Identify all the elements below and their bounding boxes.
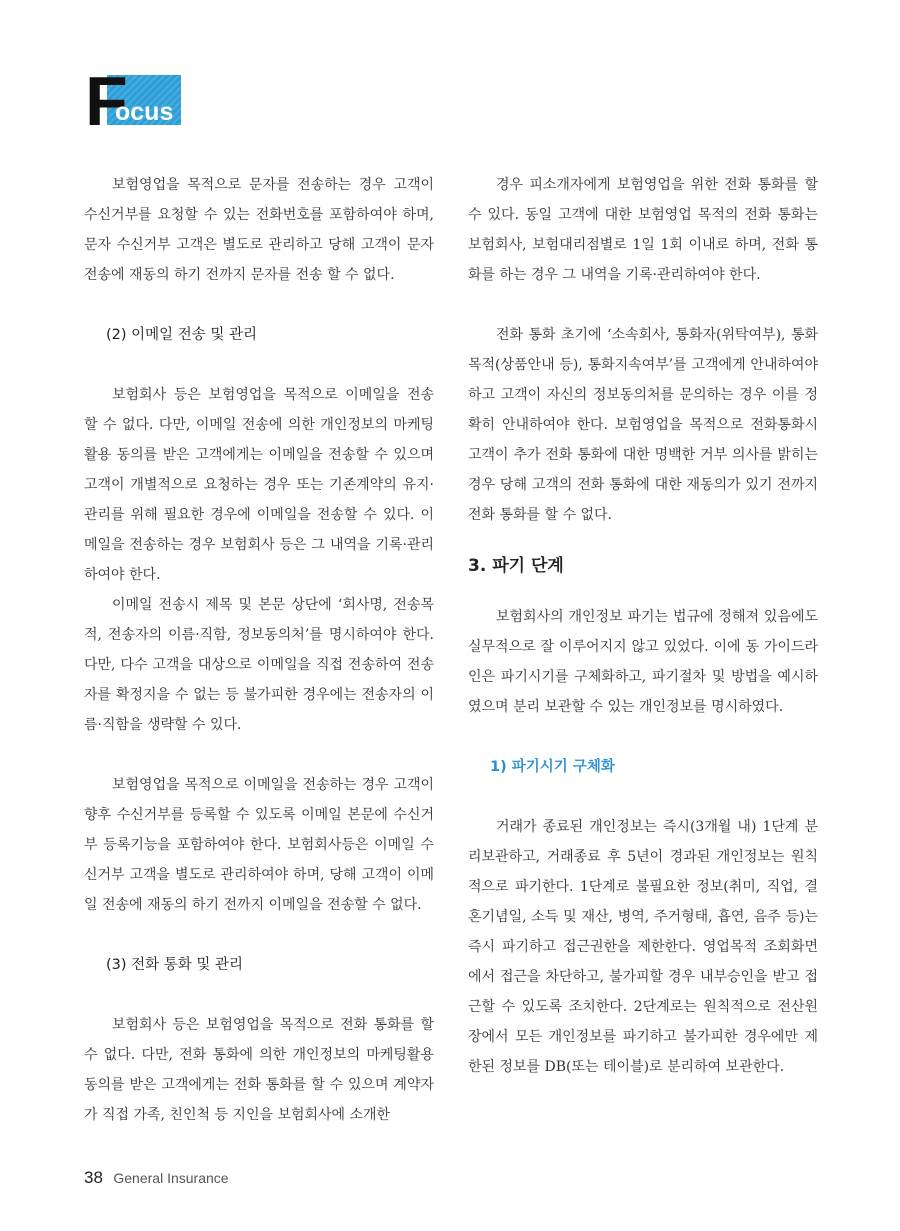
right-column <box>468 170 818 1082</box>
publication-name: General Insurance <box>113 1170 229 1186</box>
paragraph: 전화 통화 초기에 ‘소속회사, 통화자(위탁여부), 통화목적(상품안내 등), 통화지속여부’를 고객에게 안내하여야 하고 고객이 자신의 정보동의처를 문의하는 경우 이를 정확히 안내하여야 한다. 보험영업을 목적으로 전화통화시 고객이 추가 전화 통화에 대한 명백한 거부 의사를 밝히는 경우 당해 고객의 전화 통화에 대한 재동의가 있기 전까지 전화 통화를 할 수 없다. <box>468 327 818 523</box>
paragraph: 보험회사 등은 보험영업을 목적으로 전화 통화를 할 수 없다. 다만, 전화 통화에 의한 개인정보의 마케팅활용 동의를 받은 고객에게는 전화 통화를 할 수 있으며 계약자가 직접 가족, 친인척 등 지인을 보험회사에 소개한 <box>84 1017 434 1123</box>
paragraph: 이메일 전송시 제목 및 본문 상단에 ‘회사명, 전송목적, 전송자의 이름·직함, 정보동의처’를 명시하여야 한다. 다만, 다수 고객을 대상으로 이메일을 직접 전송하여 전송자를 확정지을 수 없는 등 불가피한 경우에는 전송자의 이름·직함을 생략할 수 있다. <box>84 597 434 733</box>
subheading-destruction-timing: 1) 파기시기 구체화 <box>490 759 615 775</box>
page-number: 38 <box>84 1168 103 1187</box>
focus-logo <box>85 62 181 140</box>
logo-letter: F <box>85 62 128 140</box>
logo-text: ocus <box>115 98 174 126</box>
subheading-phone: (3) 전화 통화 및 관리 <box>106 957 244 973</box>
paragraph: 거래가 종료된 개인정보는 즉시(3개월 내) 1단계 분리보관하고, 거래종료 후 5년이 경과된 개인정보는 원칙적으로 파기한다. 1단계로 불필요한 정보(취미, 직업, 결혼기념일, 소득 및 재산, 병역, 주거형태, 흡연, 음주 등)는 즉시 파기하고 접근권한을 제한한다. 영업목적 조회화면에서 접근을 차단하고, 불가피할 경우 내부승인을 받고 접근할 수 있도록 조치한다. 2단계로는 원칙적으로 전산원장에서 모든 개인정보를 파기하고 불가피한 경우에만 제한된 정보를 DB(또는 테이블)로 분리하여 보관한다. <box>468 819 818 1075</box>
left-column <box>84 170 434 1130</box>
section-heading: 3. 파기 단계 <box>468 556 564 576</box>
paragraph: 경우 피소개자에게 보험영업을 위한 전화 통화를 할 수 있다. 동일 고객에 대한 보험영업 목적의 전화 통화는 보험회사, 보험대리점별로 1일 1회 이내로 하며, 전화 통화를 하는 경우 그 내역을 기록·관리하여야 한다. <box>468 177 818 283</box>
paragraph: 보험영업을 목적으로 문자를 전송하는 경우 고객이 수신거부를 요청할 수 있는 전화번호를 포함하여야 하며, 문자 수신거부 고객은 별도로 관리하고 당해 고객이 문자 전송에 재동의 하기 전까지 문자를 전송 할 수 없다. <box>84 177 434 283</box>
page-footer <box>84 1168 229 1188</box>
subheading-email: (2) 이메일 전송 및 관리 <box>106 327 258 343</box>
paragraph: 보험회사의 개인정보 파기는 법규에 정해져 있음에도 실무적으로 잘 이루어지지 않고 있었다. 이에 동 가이드라인은 파기시기를 구체화하고, 파기절차 및 방법을 예시하였으며 분리 보관할 수 있는 개인정보를 명시하였다. <box>468 609 818 715</box>
paragraph: 보험영업을 목적으로 이메일을 전송하는 경우 고객이 향후 수신거부를 등록할 수 있도록 이메일 본문에 수신거부 등록기능을 포함하여야 한다. 보험회사등은 이메일 수신거부 고객을 별도로 관리하여야 하며, 당해 고객이 이메일 전송에 재동의 하기 전까지 이메일을 전송할 수 없다. <box>84 777 434 913</box>
paragraph: 보험회사 등은 보험영업을 목적으로 이메일을 전송 할 수 없다. 다만, 이메일 전송에 의한 개인정보의 마케팅 활용 동의를 받은 고객에게는 이메일을 전송할 수 있으며 고객이 개별적으로 요청하는 경우 또는 기존계약의 유지·관리를 위해 필요한 경우에 이메일을 전송할 수 있다. 이메일을 전송하는 경우 보험회사 등은 그 내역을 기록·관리하여야 한다. <box>84 387 434 583</box>
